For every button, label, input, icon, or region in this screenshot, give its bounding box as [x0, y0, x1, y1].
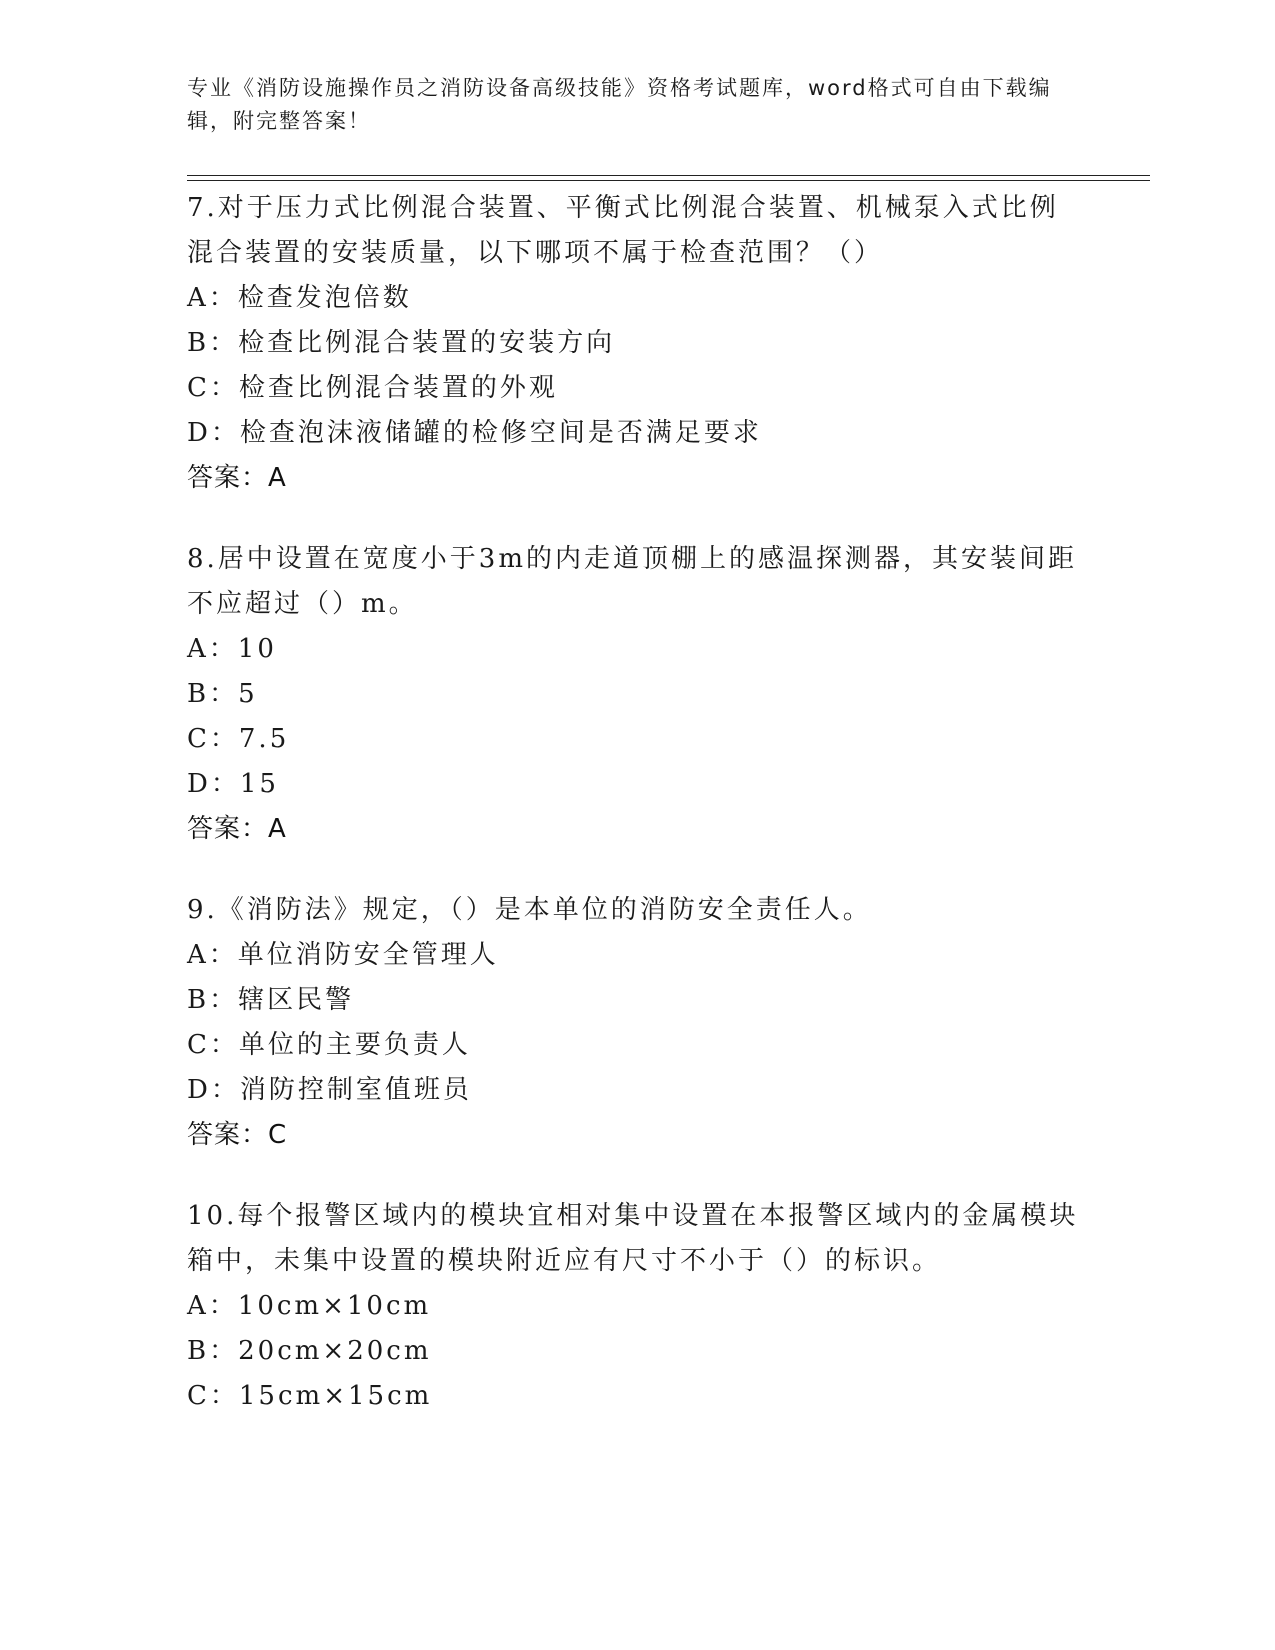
option-b: B：5 — [187, 679, 258, 709]
question-stem: 7.对于压力式比例混合装置、平衡式比例混合装置、机械泵入式比例混合装置的安装质量，以下哪项不属于检查范围？（） — [187, 193, 1059, 268]
option-d: D：检查泡沫液储罐的检修空间是否满足要求 — [187, 418, 762, 448]
document-header: 专业《消防设施操作员之消防设备高级技能》资格考试题库，word格式可自由下载编辑，附完整答案！ — [187, 76, 1052, 133]
question-7 — [187, 186, 1087, 501]
option-a: A：单位消防安全管理人 — [187, 940, 499, 970]
option-c: C：15cm×15cm — [187, 1381, 433, 1411]
header-divider-bottom — [187, 180, 1150, 181]
question-10 — [187, 1194, 1087, 1419]
option-d: D：消防控制室值班员 — [187, 1075, 472, 1105]
option-b: B：检查比例混合装置的安装方向 — [187, 328, 616, 358]
question-8 — [187, 537, 1087, 852]
option-d: D：15 — [187, 769, 279, 799]
question-list — [187, 186, 1087, 1455]
question-stem: 8.居中设置在宽度小于3m的内走道顶棚上的感温探测器，其安装间距不应超过（）m。 — [187, 544, 1078, 619]
option-a: A：10cm×10cm — [187, 1291, 432, 1321]
option-a: A：10 — [187, 634, 277, 664]
option-b: B：辖区民警 — [187, 985, 355, 1015]
question-stem: 10.每个报警区域内的模块宜相对集中设置在本报警区域内的金属模块箱中，未集中设置的模块附近应有尺寸不小于（）的标识。 — [187, 1201, 1079, 1276]
answer-label: 答案：A — [187, 814, 287, 844]
option-b: B：20cm×20cm — [187, 1336, 432, 1366]
option-a: A：检查发泡倍数 — [187, 283, 412, 313]
question-stem: 9.《消防法》规定，（）是本单位的消防安全责任人。 — [187, 895, 872, 925]
option-c: C：检查比例混合装置的外观 — [187, 373, 558, 403]
header-divider-top — [187, 175, 1150, 176]
question-9 — [187, 888, 1087, 1158]
answer-label: 答案：A — [187, 463, 287, 493]
option-c: C：单位的主要负责人 — [187, 1030, 471, 1060]
answer-label: 答案：C — [187, 1120, 288, 1150]
option-c: C：7.5 — [187, 724, 290, 754]
